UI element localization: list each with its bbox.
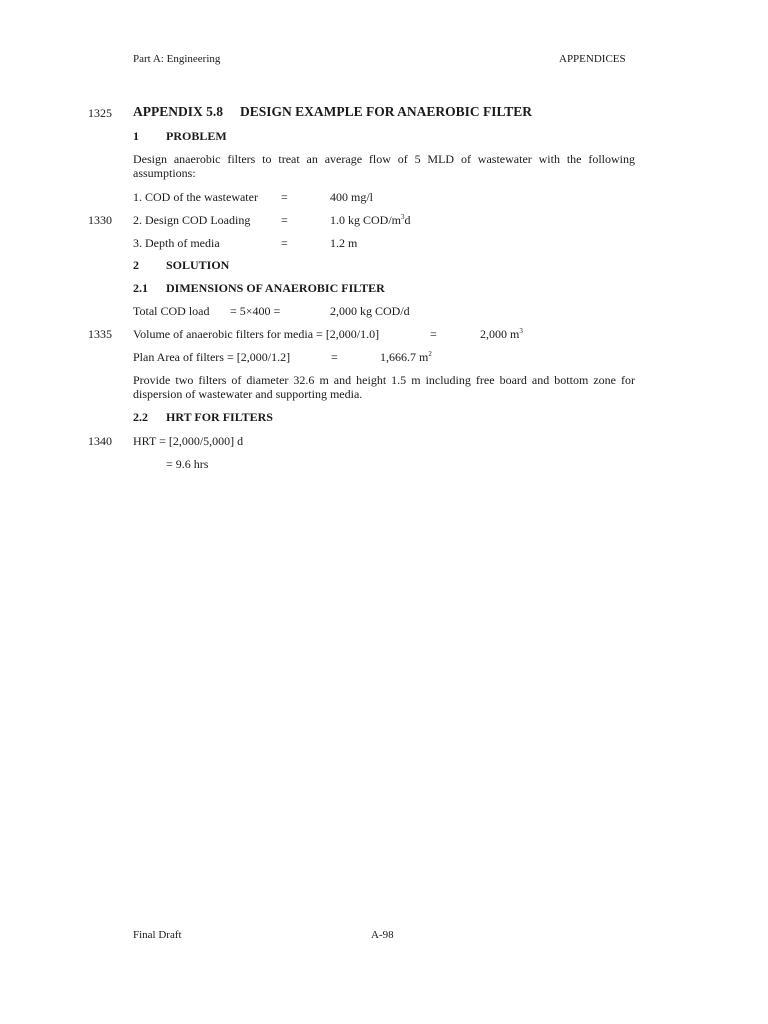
line-number: 1325 <box>88 106 112 120</box>
section-heading-solution: SOLUTION <box>166 258 230 272</box>
assumption-label: 1. COD of the wastewater <box>133 190 258 204</box>
footer-left: Final Draft <box>133 929 182 941</box>
total-cod-value: 2,000 kg COD/d <box>330 304 410 318</box>
header-left: Part A: Engineering <box>133 53 221 65</box>
footer-page-number: A-98 <box>371 929 394 941</box>
assumption-equals: = <box>281 213 288 227</box>
line-number: 1340 <box>88 434 112 448</box>
assumption-value: 400 mg/l <box>330 190 374 204</box>
plan-area-label: Plan Area of filters = [2,000/1.2] <box>133 350 291 364</box>
appendix-title: DESIGN EXAMPLE FOR ANAEROBIC FILTER <box>240 104 533 119</box>
assumption-label: 3. Depth of media <box>133 236 220 250</box>
total-cod-expression: = 5×400 = <box>230 304 281 318</box>
header-right: APPENDICES <box>559 53 626 65</box>
line-number: 1335 <box>88 327 112 341</box>
section-number: 2 <box>133 258 139 272</box>
provide-filters-text: Provide two filters of diameter 32.6 m and height 1.5 m including free board and bottom zone for dispersion of wastewater and supporting media. <box>133 373 635 401</box>
volume-value: 2,000 $m^3$ <box>480 327 523 341</box>
appendix-number: APPENDIX 5.8 <box>133 104 223 119</box>
problem-intro: Design anaerobic filters to treat an average flow of 5 MLD of wastewater with the following assumptions: <box>133 152 635 180</box>
assumption-label: 2. Design COD Loading <box>133 213 251 227</box>
assumption-equals: = <box>281 236 288 250</box>
subsection-heading-hrt: HRT FOR FILTERS <box>166 410 273 424</box>
assumption-value: 1.0 kg COD/$m^3d$ <box>330 213 411 227</box>
assumption-equals: = <box>281 190 288 204</box>
section-heading-problem: PROBLEM <box>166 129 227 143</box>
total-cod-label: Total COD load <box>133 304 210 318</box>
volume-equals: = <box>430 327 437 341</box>
volume-label: Volume of anaerobic filters for media = [2,000/1.0] <box>133 327 380 341</box>
hrt-result: = 9.6 hrs <box>166 457 209 471</box>
subsection-heading-dimensions: DIMENSIONS OF ANAEROBIC FILTER <box>166 281 385 295</box>
plan-area-value: 1,666.7 $m^2$ <box>380 350 432 364</box>
section-number: 1 <box>133 129 139 143</box>
plan-area-equals: = <box>331 350 338 364</box>
assumption-value: 1.2 m <box>330 236 358 250</box>
subsection-number: 2.1 <box>133 281 148 295</box>
line-number: 1330 <box>88 213 112 227</box>
subsection-number: 2.2 <box>133 410 148 424</box>
hrt-formula: HRT = [2,000/5,000] d <box>133 434 244 448</box>
